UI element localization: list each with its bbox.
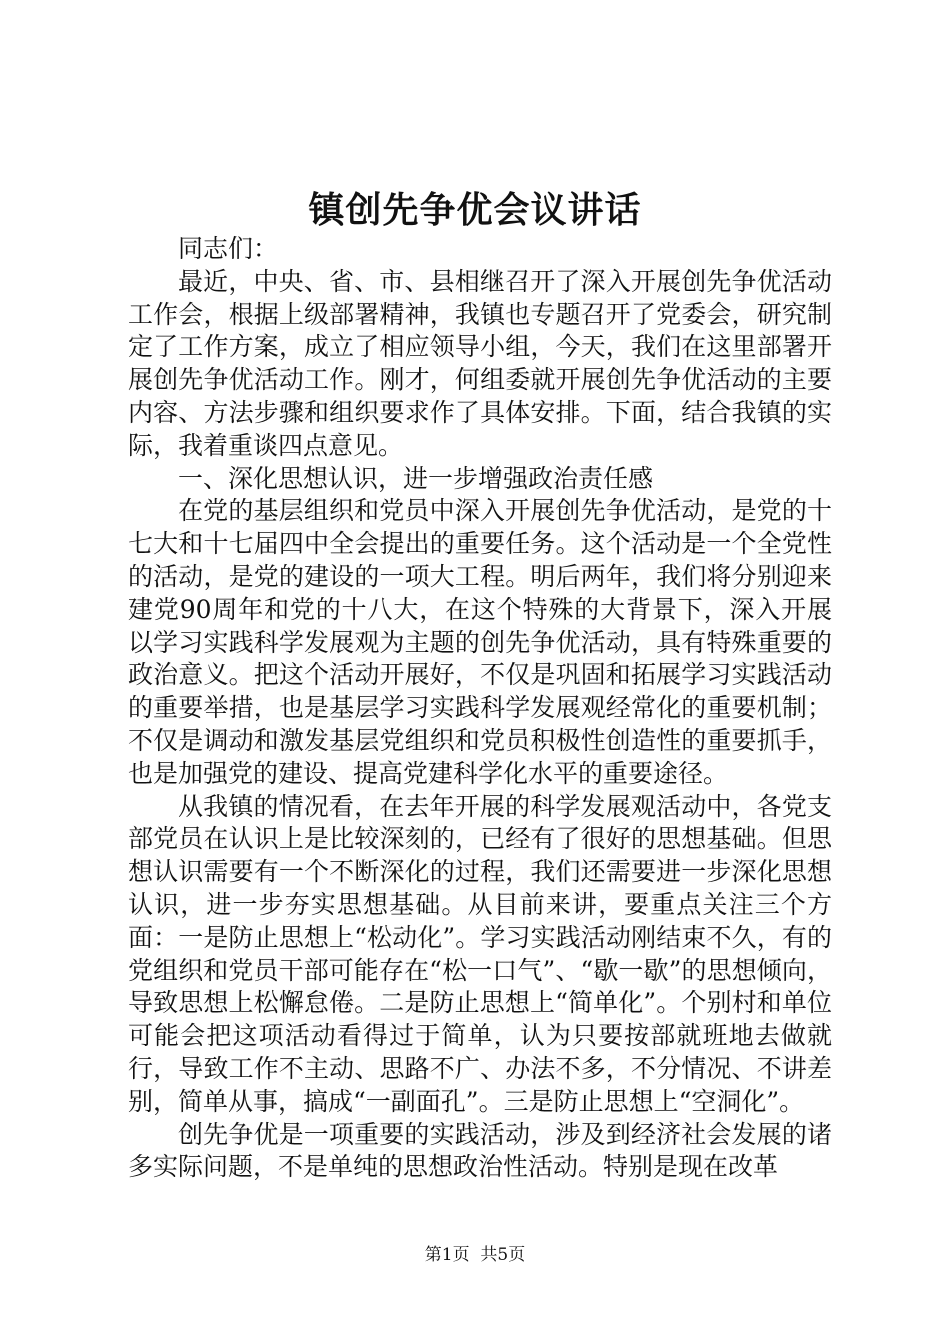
paragraph-practice: 创先争优是一项重要的实践活动，涉及到经济社会发展的诸多实际问题，不是单纯的思想政治性活动。特别是现在改革 [128,1119,832,1182]
document-title: 镇创先争优会议讲话 [308,189,642,231]
document-body [128,233,832,1184]
section-heading-1: 一、深化思想认识，进一步增强政治责任感 [178,463,654,493]
paragraph-intro: 最近，中央、省、市、县相继召开了深入开展创先争优活动工作会，根据上级部署精神，我镇也专题召开了党委会，研究制定了工作方案，成立了相应领导小组，今天，我们在这里部署开展创先争优活动工作。刚才，何组委就开展创先争优活动的主要内容、方法步骤和组织要求作了具体安排。下面，结合我镇的实际，我着重谈四点意见。 [128,266,832,460]
page-footer [0,1243,950,1267]
paragraph-situation: 从我镇的情况看，在去年开展的科学发展观活动中，各党支部党员在认识上是比较深刻的，已经有了很好的思想基础。但思想认识需要有一个不断深化的过程，我们还需要进一步深化思想认识，进一步夯实思想基础。从目前来讲，要重点关注三个方面：一是防止思想上“松动化”。学习实践活动刚结束不久，有的党组织和党员干部可能存在“松一口气”、“歇一歇”的思想倾向，导致思想上松懈怠倦。二是防止思想上“简单化”。个别村和单位可能会把这项活动看得过于简单，认为只要按部就班地去做就行，导致工作不主动、思路不广、办法不多，不分情况、不讲差别，简单从事，搞成“一副面孔”。三是防止思想上“空洞化”。 [128,791,832,1116]
salutation: 同志们： [178,234,279,263]
paragraph-significance: 在党的基层组织和党员中深入开展创先争优活动，是党的十七大和十七届四中全会提出的重要任务。这个活动是一个全党性的活动，是党的建设的一项大工程。明后两年，我们将分别迎来建党90周年和党的十八大，在这个特殊的大背景下，深入开展以学习实践科学发展观为主题的创先争优活动，具有特殊重要的政治意义。把这个活动开展好，不仅是巩固和拓展学习实践活动的重要举措，也是基层学习实践科学发展观经常化的重要机制；不仅是调动和激发基层党组织和党员积极性创造性的重要抓手，也是加强党的建设、提高党建科学化水平的重要途径。 [128,496,832,788]
page-total: 共5页 [480,1245,526,1265]
page-number: 第1页 [424,1245,470,1265]
